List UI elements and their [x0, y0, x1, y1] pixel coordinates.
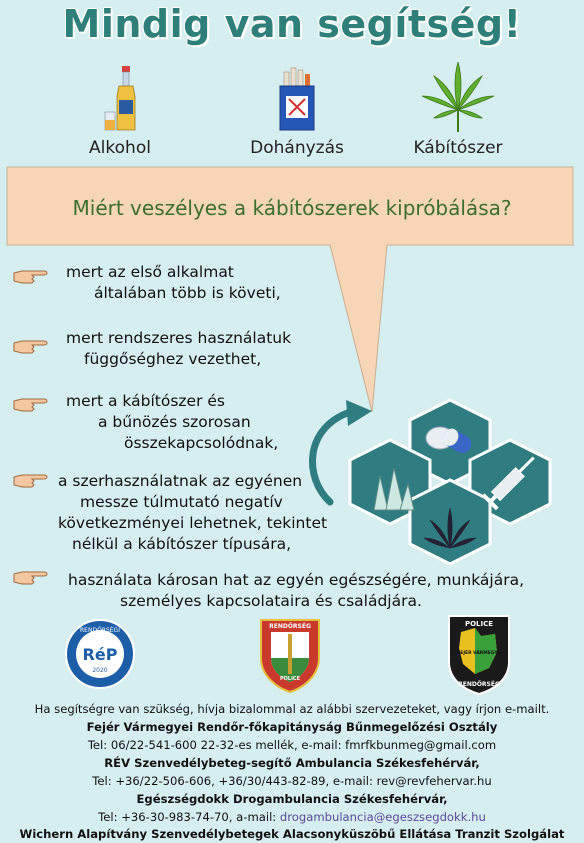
reason-1 [66, 262, 281, 304]
pointing-hand-icon [12, 335, 52, 359]
category-label: Alkohol [89, 138, 151, 158]
org-name: Fejér Vármegyei Rendőr-főkapitányság Bűnmegelőzési Osztály [86, 720, 498, 734]
reason-line: nélkül a kábítószer típusára, [72, 535, 292, 553]
reason-line: személyes kapcsolataira és családjára. [120, 592, 422, 610]
pointing-hand-icon [12, 265, 52, 289]
reason-3 [66, 391, 278, 454]
logo-main-text: RéP [82, 645, 118, 664]
logo-top-text: RENDŐRSÉGI [80, 627, 120, 634]
pointing-hand-icon [12, 566, 52, 590]
category-label: Dohányzás [250, 138, 344, 158]
reason-line: mert az első alkalmat [66, 263, 234, 281]
org-contact-line [0, 808, 584, 826]
rev-rendorsegi-logo [62, 618, 138, 690]
reason-line: a szerhasználatnak az egyénen [58, 472, 303, 490]
reason-line: mert a kábítószer és [66, 392, 226, 410]
logo-bottom-text: POLICE [279, 676, 301, 682]
reason-line: használata károsan hat az egyén egészségére, munkájára, [68, 571, 525, 589]
fejer-police-logo [445, 612, 513, 696]
reason-line: összekapcsolódnak, [124, 434, 279, 452]
reason-line: általában több is követi, [94, 284, 281, 302]
police-shield-logo [257, 614, 323, 694]
reason-line: következményei lehetnek, tekintet [58, 514, 328, 532]
logo-top-text: RENDŐRSÉG [269, 623, 311, 630]
page-title: Mindig van segítség! [62, 2, 522, 46]
drug-hexagon-cluster [330, 398, 580, 598]
contact-intro: Ha segítségre van szükség, hívja bizalommal az alábbi szervezeteket, vagy írjon e-mailt. [34, 702, 550, 716]
pointing-hand-icon [12, 393, 52, 417]
logo-bottom-text: RENDŐRSÉG [458, 681, 500, 688]
pointing-hand-icon [12, 469, 52, 493]
org-name: Egészségdokk Drogambulancia Székesfehérvár, [136, 792, 448, 806]
reason-line: függőséghez vezethet, [84, 350, 262, 368]
reason-2 [66, 328, 291, 370]
question-heading: Miért veszélyes a kábítószerek kipróbálása? [72, 196, 512, 220]
category-label: Kábítószer [413, 138, 503, 158]
logo-top-text: POLICE [464, 620, 494, 628]
org-name: Wichern Alapítvány Szenvedélybetegek Alacsonyküszöbű Ellátása Tranzit Szolgálat [19, 827, 565, 841]
org-contact-line: Tel: +36/22-506-606, +36/30/443-82-89, e-mail: rev@revfehervar.hu [92, 774, 492, 788]
reason-line: messze túlmutató negatív [80, 493, 283, 511]
org-email-link[interactable]: drogambulancia@egeszsegdokk.hu [279, 810, 486, 824]
logo-middle-text: FEJÉR VÁRMEGYE [457, 651, 501, 656]
reason-4 [58, 471, 327, 555]
reason-line: a bűnözés szorosan [98, 413, 251, 431]
org-phone: Tel: +36-30-983-74-70, a-mail: [98, 810, 280, 824]
reason-line: mert rendszeres használatuk [66, 329, 292, 347]
org-contact-line: Tel: 06/22-541-600 22-32-es mellék, e-mail: fmrfkbunmeg@gmail.com [87, 738, 497, 752]
logo-year-text: 2020 [92, 667, 108, 674]
org-name: RÉV Szenvedélybeteg-segítő Ambulancia Székesfehérvár, [104, 756, 480, 770]
